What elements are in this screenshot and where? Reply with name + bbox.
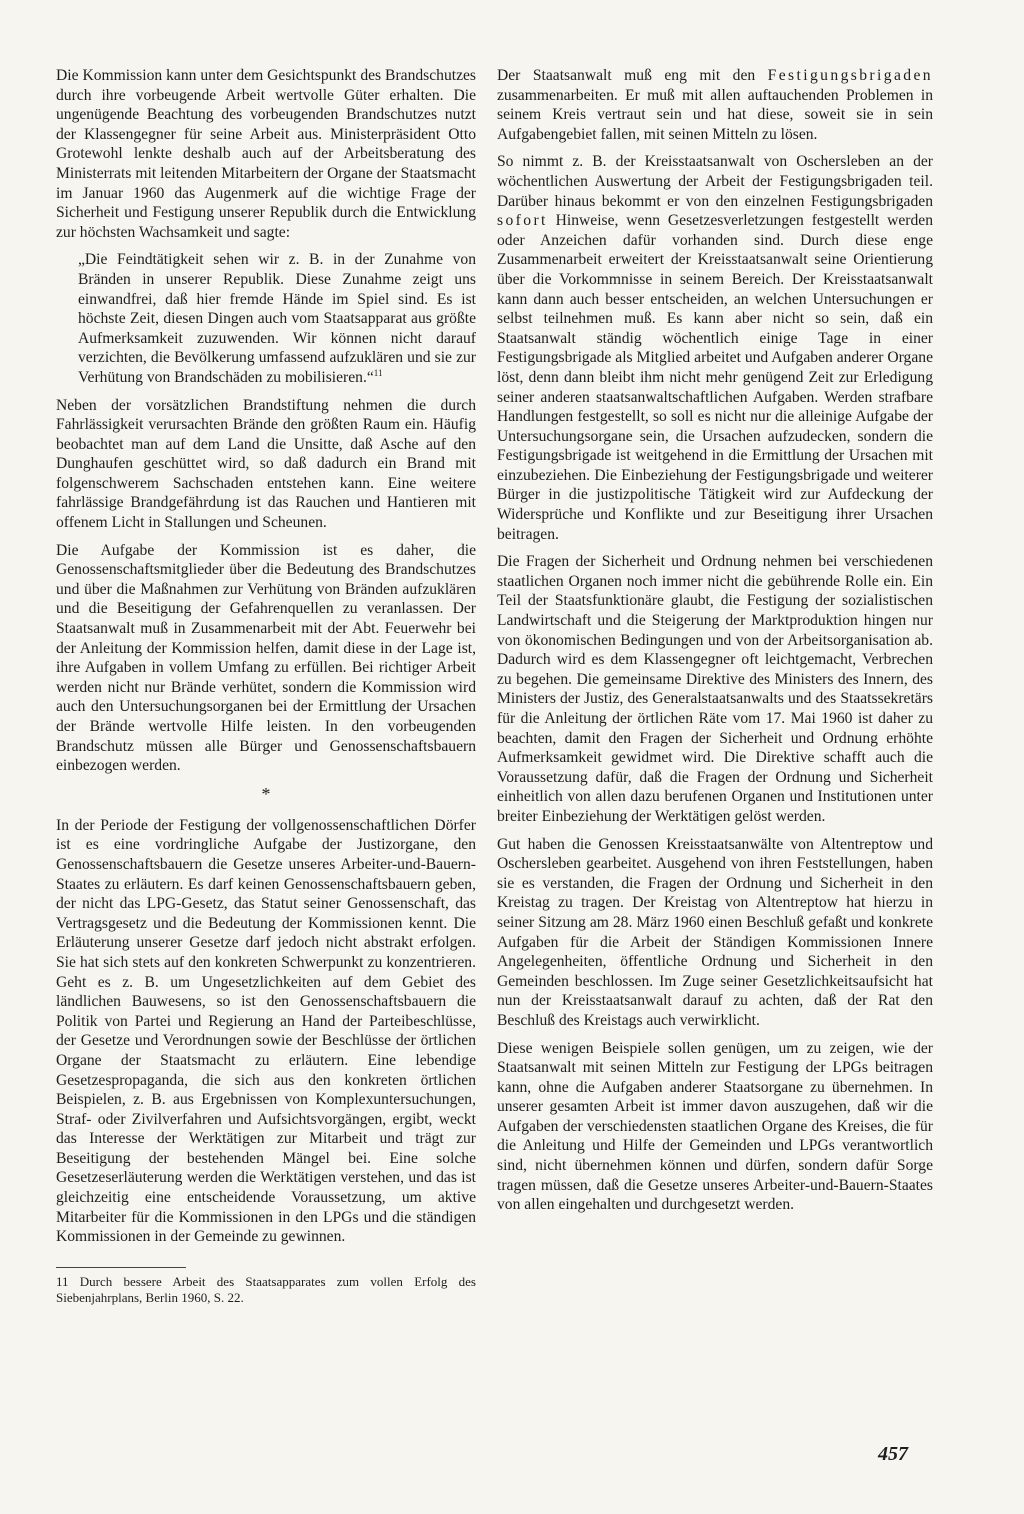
paragraph <box>497 66 933 144</box>
left-column <box>56 66 476 1306</box>
paragraph: Die Aufgabe der Kommission ist es daher, die Genossenschaftsmitglieder über die Bedeutung des Brandschutzes und über die Maßnahmen zur Verhütung von Bränden aufzuklären und die Beseitigung der Gefahrenquellen zu veranlassen. Der Staatsanwalt muß in Zusammenarbeit mit der Abt. Feuerwehr bei der Anleitung der Kommission helfen, damit diese in der Lage ist, ihre Aufgaben in vollem Umfang zu erfüllen. Bei richtiger Arbeit werden nicht nur Brände verhütet, sondern die Kommission wird auch den Untersuchungsorganen bei der Ermittlung der Ursachen der Brände wertvolle Hilfe leisten. In den vorbeugenden Brandschutz müssen alle Bürger und Genossenschaftsbauern einbezogen werden. <box>56 541 476 775</box>
paragraph: Gut haben die Genossen Kreisstaatsanwälte von Altentreptow und Oschersleben gearbeitet. Ausgehend von ihren Feststellungen, haben sie es verstanden, die Fragen der Ordnung und Sicherheit in den Kreistag zu tragen. Der Kreistag von Altentreptow hat hierzu in seiner Sitzung am 28. März 1960 einen Beschluß gefaßt und konkrete Aufgaben für die Arbeit der Ständigen Kommissionen Innere Angelegenheiten, öffentliche Ordnung und Sicherheit in den Gemeinden beschlossen. Im Zuge seiner Gesetzlichkeitsaufsicht hat nun der Kreisstaatsanwalt darauf zu achten, daß der Rat den Beschluß des Kreistags auch verwirklicht. <box>497 835 933 1029</box>
section-separator: * <box>261 783 271 804</box>
paragraph: In der Periode der Festigung der vollgenossenschaftlichen Dörfer ist es eine vordringliche Aufgabe der Justizorgane, den Genossenschaftsbauern die Gesetze unseres Arbeiter-und-Bauern-Staates zu erläutern. Es darf keinen Genossenschaftsbauern geben, der nicht das LPG-Gesetz, das Statut seiner Genossenschaft, das Vertragsgesetz und die Bedeutung der Kommissionen kennt. Die Erläuterung unserer Gesetze darf jedoch nicht abstrakt erfolgen. Sie hat sich stets auf den konkreten Schwerpunkt zu konzentrieren. Geht es z. B. um Ungesetzlichkeiten auf dem Gebiet des ländlichen Bauwesens, so ist den Genossenschaftsbauern die Politik von Partei und Regierung an Hand der Parteibeschlüsse, der Gesetze und Verordnungen sowie der Beschlüsse der örtlichen Organe der Staatsmacht zu erläutern. Eine lebendige Gesetzespropaganda, die sich aus den konkreten örtlichen Beispielen, z. B. aus Ergebnissen von Komplexuntersuchungen, Straf- oder Zivilverfahren und Aufsichtsvorgängen, ergibt, weckt das Interesse der Werktätigen zur Mitarbeit und trägt zur Beseitigung der bestehenden Mängel bei. Eine solche Gesetzeserläuterung werden die Werktätigen verstehen, und das ist gleichzeitig eine entscheidende Voraussetzung, um aktive Mitarbeiter für die Kommissionen in den LPGs und die ständigen Kommissionen in der Gemeinde zu gewinnen. <box>56 816 476 1246</box>
paragraph: Die Kommission kann unter dem Gesichtspunkt des Brandschutzes durch ihre vorbeugende Arbeit wertvolle Güter erhalten. Die ungenügende Beachtung des vorbeugenden Brandschutzes nutzt der Klassengegner für seine Arbeit aus. Ministerpräsident Otto Grotewohl lenkte deshalb auch auf der Arbeitsberatung des Ministerrats mit leitenden Mitarbeitern der Organe der Staatsmacht im Januar 1960 das Augenmerk auf die wichtige Frage der Sicherheit und Festigung unserer Republik durch die Entwicklung zur höchsten Wachsamkeit und sagte: <box>56 67 476 241</box>
text-run: Der Staatsanwalt muß eng mit den <box>497 67 768 84</box>
footnote-rule <box>56 1267 186 1268</box>
text-run: zusammenarbeiten. Er muß mit allen auftauchenden Problemen in seinem Kreis vertraut sein und hat diese, soweit sie in sein Aufgabengebiet fallen, mit seinen Mitteln zu lösen. <box>497 86 933 143</box>
footnote-reference: 11 <box>373 367 383 378</box>
spaced-emphasis: sofort <box>497 212 548 230</box>
paragraph <box>497 152 933 544</box>
quotation-text: „Die Feindtätigkeit sehen wir z. B. in der Zunahme von Bränden in unserer Republik. Diese Zunahme zeigt uns einwandfrei, daß hier fremde Hände im Spiel sind. Es ist höchste Zeit, diesen Dingen auch vom Staatsapparat aus größte Aufmerksamkeit zuzuwenden. Wir können nicht darauf verzichten, die Bevölkerung umfassend aufzuklären und sie zur Verhütung von Brandschäden zu mobilisieren.“ <box>78 251 476 386</box>
right-column <box>497 66 933 1223</box>
footnote: 11 Durch bessere Arbeit des Staatsapparates zum vollen Erfolg des Siebenjahrplans, Berlin 1960, S. 22. <box>56 1273 476 1305</box>
spaced-emphasis: Festigungsbrigaden <box>767 67 933 84</box>
paragraph: Die Fragen der Sicherheit und Ordnung nehmen bei verschiedenen staatlichen Organen noch immer nicht die gebührende Rolle ein. Ein Teil der Staatsfunktionäre glaubt, die Festigung der sozialistischen Landwirtschaft und die Steigerung der Marktproduktion hingen nur von ökonomischen Bedingungen und von der Arbeitsorganisation ab. Dadurch wird es dem Klassengegner oft leichtgemacht, Verbrechen zu begehen. Die gemeinsame Direktive des Ministers des Innern, des Ministers der Justiz, des Generalstaatsanwalts und des Staatssekretärs für die Anleitung der örtlichen Räte vom 17. Mai 1960 ist daher zu beachten, damit den Fragen der Sicherheit und Ordnung erhöhte Aufmerksamkeit gewidmet wird. Die Direktive schafft auch die Voraussetzung dafür, daß die Fragen der Ordnung und Sicherheit einheitlich von allen dazu berufenen Organen und Institutionen unter breiter Einbeziehung der Werktätigen gelöst werden. <box>497 553 933 825</box>
text-run: So nimmt z. B. der Kreisstaatsanwalt von Oschersleben an der wöchentlichen Auswertung der Arbeit der Festigungsbrigaden teil. Darüber hinaus bekommt er von den einzelnen Festigungsbrigaden <box>497 153 933 210</box>
page-number: 457 <box>878 1443 908 1465</box>
paragraph: Diese wenigen Beispiele sollen genügen, um zu zeigen, wie der Staatsanwalt mit seinen Mitteln zur Festigung der LPGs beitragen kann, ohne die Aufgaben anderer Staatsorgane zu übernehmen. In unserer gesamten Arbeit ist immer davon auszugehen, daß wir die Aufgaben der verschiedensten staatlichen Organe des Kreises, die für die Anleitung und Hilfe der Gemeinden und LPGs verantwortlich sind, nicht übernehmen können und dürfen, sondern dafür Sorge tragen müssen, daß die Gesetze unseres Arbeiter-und-Bauern-Staates von allen eingehalten und durchgesetzt werden. <box>497 1039 933 1214</box>
paragraph: Neben der vorsätzlichen Brandstiftung nehmen die durch Fahrlässigkeit verursachten Brände den größten Raum ein. Häufig beobachtet man auf dem Land die Unsitte, daß Asche auf den Dunghaufen geschüttet wird, so daß dadurch ein Brand mit folgenschwerem Sachschaden entstehen kann. Eine weitere fahrlässige Brandgefährdung ist das Rauchen und Hantieren mit offenem Licht in Stallungen und Scheunen. <box>56 396 476 532</box>
text-run: Hinweise, wenn Gesetzesverletzungen festgestellt werden oder Anzeichen dafür vorhanden sind. Durch diese enge Zusammenarbeit erweitert der Kreisstaatsanwalt seine Orientierung über die Vorkommnisse in seinem Bereich. Der Kreisstaatsanwalt kann dann auch besser entscheiden, an welchen Untersuchungen er selbst teilnehmen muß. Es kann aber nicht so sein, daß ein Staatsanwalt ständig wöchentlich einige Tage in einer Festigungsbrigade als Mitglied arbeitet und Aufgaben anderer Organe löst, denn dann bleibt ihm nicht mehr genügend Zeit zur Erledigung seiner anderen staatsanwaltschaftlichen Aufgaben. Werden strafbare Handlungen festgestellt, so soll es nicht nur die alleinige Aufgabe der Untersuchungsorgane sein, die Ursachen aufzudecken, sondern die Festigungsbrigade ist weitgehend in die Ermittlung der Ursachen mit einzubeziehen. Die Einbeziehung der Festigungsbrigade und weiterer Bürger in die justizpolitische Tätigkeit wird zur Aufdeckung der Widersprüche und Konflikte und zur Beseitigung ihrer Ursachen beitragen. <box>497 212 933 543</box>
quotation <box>78 250 476 387</box>
